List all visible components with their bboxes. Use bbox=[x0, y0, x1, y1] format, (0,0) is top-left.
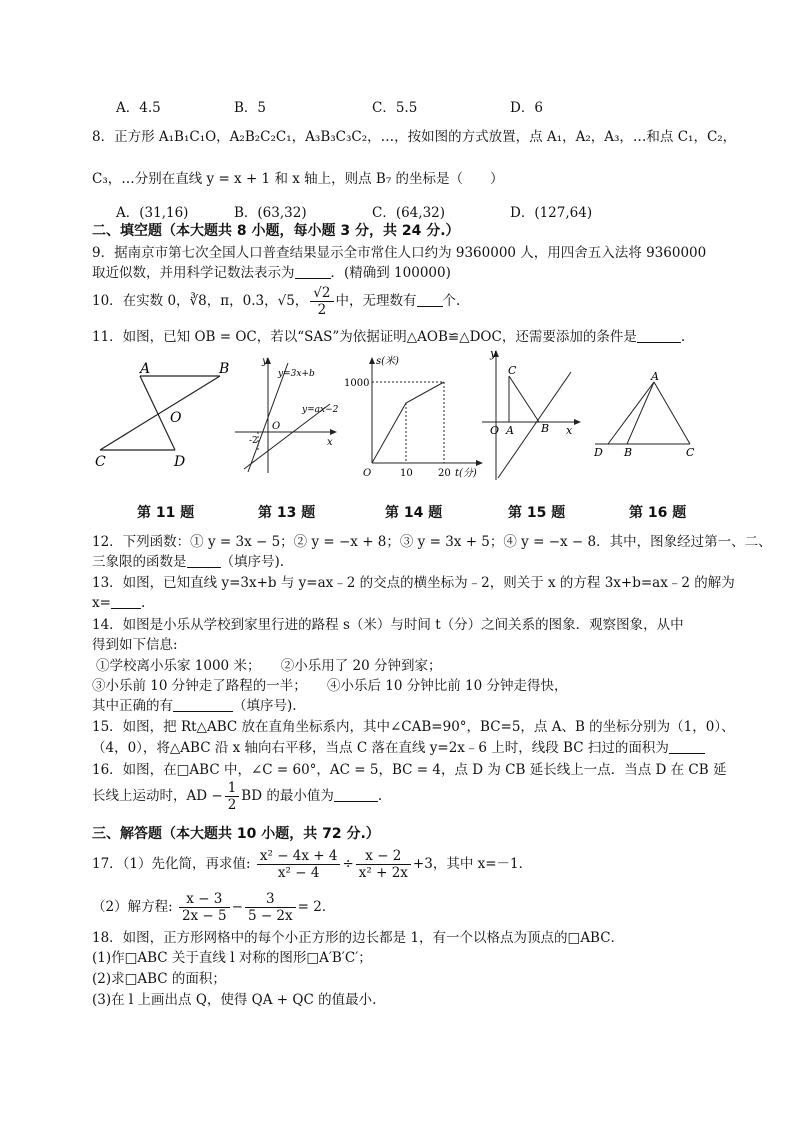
q16-text-a: 长线上运动时，AD − bbox=[92, 788, 223, 804]
q16-text-b: BD 的最小值为 bbox=[241, 788, 334, 804]
q17-fraction-2 bbox=[356, 848, 411, 881]
fig14-tick-10: 10 bbox=[400, 468, 413, 479]
q8-option-b: B．(63,32) bbox=[234, 205, 307, 221]
q8-text-line2: C₃，…分别在直线 y = x + 1 和 x 轴上，则点 B₇ 的坐标是（ ） bbox=[92, 171, 504, 187]
caption-fig15: 第 15 题 bbox=[508, 505, 566, 521]
fig13-axis-x: x bbox=[327, 437, 333, 448]
fig16-label-c: C bbox=[686, 446, 695, 459]
q12-answer-blank[interactable] bbox=[187, 553, 221, 568]
q16-answer-blank[interactable] bbox=[334, 787, 378, 802]
q16-frac-num: 1 bbox=[225, 780, 240, 797]
fig13-tick-neg2: -2 bbox=[249, 436, 258, 446]
q9-text-line1: 9．据南京市第七次全国人口普查结果显示全市常住人口约为 9360000 人，用四舍五入法将 9360000 bbox=[92, 245, 707, 261]
caption-fig13: 第 13 题 bbox=[258, 505, 316, 521]
q17-op-minus: − bbox=[231, 899, 243, 915]
section2-heading: 二、填空题（本大题共 8 小题，每小题 3 分，共 24 分.） bbox=[92, 223, 460, 239]
q17-f4-num: 3 bbox=[245, 891, 296, 908]
q10-text-a: 10．在实数 0，∛8，π，0.3̇，√5， bbox=[92, 293, 309, 309]
fig16-label-d: D bbox=[594, 446, 603, 459]
fig11-label-o: O bbox=[170, 410, 182, 426]
fig11-label-b: B bbox=[219, 361, 230, 377]
fig15-axis-x: x bbox=[566, 424, 573, 437]
q11-answer-blank[interactable] bbox=[637, 328, 681, 343]
q14-text-line2: 得到如下信息: bbox=[92, 637, 178, 653]
q11-text bbox=[92, 328, 724, 346]
q8-option-c: C．(64,32) bbox=[372, 205, 446, 221]
q18-text-line3: (2)求□ABC 的面积； bbox=[92, 971, 226, 987]
q17-f3-den: 2x − 5 bbox=[181, 908, 227, 924]
fig16-label-a: A bbox=[651, 370, 659, 383]
fig14-axis-t: t(分) bbox=[455, 468, 477, 479]
q11-text-b: . bbox=[680, 329, 686, 345]
q17-f1-den: x² − 4 bbox=[277, 865, 320, 881]
q17-part2 bbox=[92, 889, 724, 925]
q13-text-b: . bbox=[140, 595, 146, 611]
q15-text-a: （4，0），将△ABC 沿 x 轴向右平移，当点 C 落在直线 y=2x﹣6 上时，线段 BC 扫过的面积为 bbox=[92, 740, 669, 756]
fig16-label-b: B bbox=[624, 446, 633, 459]
q17-fraction-1 bbox=[257, 848, 341, 881]
fig15-axis-y: y bbox=[490, 347, 497, 360]
fig14-axis-s: s(米) bbox=[376, 356, 399, 367]
fig15-label-b: B bbox=[541, 422, 550, 435]
q13-text-line2 bbox=[92, 594, 724, 612]
q18-text-line2: (1)作□ABC 关于直线 l 对称的图形□A′B′C′； bbox=[92, 950, 372, 966]
caption-fig14: 第 14 题 bbox=[385, 505, 443, 521]
figure-16 bbox=[590, 370, 700, 460]
q9-answer-blank[interactable] bbox=[295, 264, 331, 279]
fig14-tick-20: 20 bbox=[438, 468, 451, 479]
q10-frac-num: √2 bbox=[310, 285, 333, 302]
fig13-axis-y: y bbox=[262, 356, 268, 367]
q15-text-line2 bbox=[92, 739, 724, 757]
q9-text-b: ．(精确到 100000) bbox=[330, 265, 451, 281]
q13-answer-blank[interactable] bbox=[111, 594, 141, 609]
q17-f3-num: x − 3 bbox=[179, 891, 230, 908]
q14-answer-blank[interactable] bbox=[173, 697, 233, 712]
fig11-label-d: D bbox=[174, 454, 186, 470]
q13-text-line1: 13．如图，已知直线 y=3x+b 与 y=ax﹣2 的交点的横坐标为﹣2，则关于 x 的方程 3x+b=ax﹣2 的解为 bbox=[92, 575, 735, 591]
q16-text-c: . bbox=[377, 788, 383, 804]
fig13-origin: O bbox=[272, 421, 281, 432]
q7-option-a: A．4.5 bbox=[116, 100, 161, 116]
q17-part1-text-a: 17．（1）先化简，再求值: bbox=[92, 856, 251, 872]
q14-text-line3: ①学校离小乐家 1000 米； ②小乐用了 20 分钟到家； bbox=[96, 658, 442, 674]
q12-text-a: 三象限的函数是 bbox=[92, 554, 187, 570]
q17-part2-text-b: = 2． bbox=[297, 899, 336, 915]
fig11-label-a: A bbox=[140, 361, 151, 377]
fig13-line1-label: y=3x+b bbox=[278, 369, 315, 379]
q14-text-b: （填序号). bbox=[233, 698, 297, 714]
q9-text-a: 取近似数，并用科学记数法表示为 bbox=[92, 265, 295, 281]
q11-text-a: 11．如图，已知 OB = OC，若以“SAS”为依据证明△AOB≌△DOC，还需要添加的条件是 bbox=[92, 329, 637, 345]
figure-14 bbox=[344, 355, 485, 480]
fig14-tick-1000: 1000 bbox=[344, 378, 370, 389]
q8-text-line1: 8．正方形 A₁B₁C₁O，A₂B₂C₂C₁，A₃B₃C₃C₂，…，按如图的方式放置，点 A₁，A₂，A₃，…和点 C₁，C₂， bbox=[92, 129, 737, 145]
q17-op-divide: ÷ bbox=[342, 856, 354, 872]
section3-heading: 三、解答题（本大题共 10 小题，共 72 分.） bbox=[92, 826, 380, 842]
q10-text-b: 中，无理数有 bbox=[335, 293, 417, 309]
q12-text-line1: 12．下列函数：① y = 3x − 5；② y = −x + 8；③ y = 3x + 5；④ y = −x − 8．其中，图象经过第一、二、 bbox=[92, 534, 772, 550]
q17-f2-num: x − 2 bbox=[356, 848, 411, 865]
q10-answer-blank[interactable] bbox=[417, 292, 443, 307]
q18-text-line4: (3)在 l 上画出点 Q，使得 QA + QC 的值最小. bbox=[92, 992, 377, 1008]
q10-fraction bbox=[310, 285, 333, 318]
q17-f4-den: 5 − 2x bbox=[247, 908, 293, 924]
q7-option-c: C．5.5 bbox=[372, 100, 418, 116]
q13-text-a: x= bbox=[92, 595, 111, 611]
q10-text bbox=[92, 284, 724, 318]
q14-text-line1: 14．如图是小乐从学校到家里行进的路程 s（米）与时间 t（分）之间关系的图象．观察图象，从中 bbox=[92, 617, 684, 633]
q17-part1-text-b: +3，其中 x=－1． bbox=[412, 856, 533, 872]
q8-option-d: D．(127,64) bbox=[510, 205, 593, 221]
q14-text-a: 其中正确的有 bbox=[92, 698, 173, 714]
figure-11 bbox=[90, 360, 240, 475]
q9-text-line2 bbox=[92, 264, 724, 282]
fig13-line2-label: y=ax−2 bbox=[302, 405, 339, 415]
q14-text-line4: ③小乐前 10 分钟走了路程的一半； ④小乐后 10 分钟比前 10 分钟走得快， bbox=[92, 678, 568, 694]
fig15-label-c: C bbox=[508, 364, 517, 377]
fig14-origin: O bbox=[363, 468, 372, 479]
q10-text-c: 个. bbox=[442, 293, 461, 309]
q18-text-line1: 18．如图，正方形网格中的每个小正方形的边长都是 1，有一个以格点为顶点的□ABC． bbox=[92, 930, 625, 946]
q17-f2-den: x² + 2x bbox=[358, 865, 408, 881]
q16-frac-den: 2 bbox=[227, 797, 237, 813]
fig15-label-a: A bbox=[506, 424, 514, 437]
q17-f1-num: x² − 4x + 4 bbox=[257, 848, 341, 865]
q10-frac-den: 2 bbox=[317, 302, 327, 318]
q7-option-b: B．5 bbox=[234, 100, 267, 116]
fig15-origin: O bbox=[490, 424, 500, 437]
q17-part2-text-a: （2）解方程: bbox=[92, 899, 173, 915]
figure-15 bbox=[478, 348, 588, 483]
q12-text-b: （填序号). bbox=[220, 554, 285, 570]
q7-option-d: D．6 bbox=[510, 100, 543, 116]
q12-text-line2 bbox=[92, 553, 724, 571]
q16-text-line1: 16．如图，在□ABC 中，∠C = 60°，AC = 5，BC = 4，点 D 为 CB 延长线上一点．当点 D 在 CB 延 bbox=[92, 762, 727, 778]
q8-option-a: A．(31,16) bbox=[116, 205, 189, 221]
caption-fig11: 第 11 题 bbox=[137, 505, 195, 521]
caption-fig16: 第 16 题 bbox=[629, 505, 687, 521]
q15-answer-blank[interactable] bbox=[669, 739, 705, 754]
q17-fraction-4 bbox=[245, 891, 296, 924]
figure-13 bbox=[232, 355, 347, 480]
q16-fraction bbox=[225, 780, 240, 813]
q17-fraction-3 bbox=[179, 891, 230, 924]
fig11-label-c: C bbox=[95, 454, 106, 470]
q17-part1 bbox=[92, 846, 724, 882]
q14-text-line5 bbox=[92, 697, 724, 715]
q16-text-line2 bbox=[92, 779, 724, 813]
q15-text-line1: 15．如图，把 Rt△ABC 放在直角坐标系内，其中∠CAB=90°，BC=5，点 A、B 的坐标分别为（1，0）、 bbox=[92, 719, 735, 735]
